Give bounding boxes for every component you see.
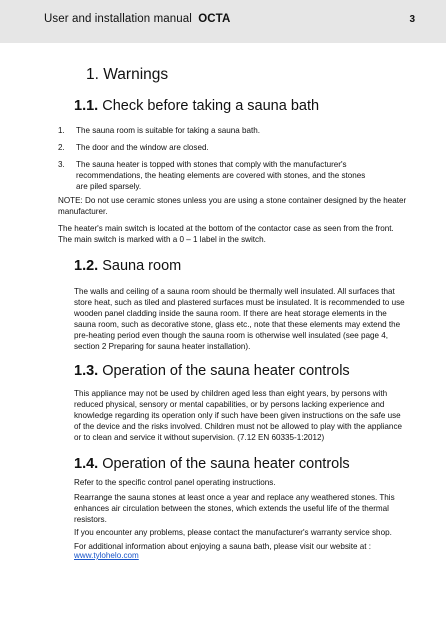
note-line: manufacturer.	[58, 207, 108, 216]
paragraph-line: This appliance may not be used by children aged less than eight years, by persons with	[74, 389, 388, 398]
paragraph-line: enhances air circulation between the stones, which extends the useful life of the thermal	[74, 504, 389, 513]
page-number: 3	[409, 14, 415, 25]
heading-text: Operation of the sauna heater controls	[102, 456, 350, 472]
heading-number: 1.2.	[74, 258, 99, 274]
paragraph-line: Rearrange the sauna stones at least once a year and replace any weathered stones. This	[74, 493, 395, 502]
paragraph-line: wooden panel cladding inside the sauna room. If there are heat storage elements in the	[74, 309, 387, 318]
heading-text: Check before taking a sauna bath	[102, 98, 320, 114]
note-line: NOTE: Do not use ceramic stones unless you are using a stone container designed by the heater	[58, 196, 407, 205]
manual-title: User and installation manual	[44, 13, 192, 25]
list-item-text: recommendations, the heating elements are covered with stones, and the stones	[76, 171, 366, 180]
section-title-warnings: 1. Warnings	[86, 66, 169, 83]
website-link[interactable]: www.tylohelo.com	[74, 551, 139, 560]
list-item-text: The sauna room is suitable for taking a sauna bath.	[76, 126, 261, 135]
heading-text: Operation of the sauna heater controls	[102, 363, 350, 379]
paragraph-line: store heat, such as tiled and plastered surfaces must be insulated. It is recommended to use	[74, 298, 405, 307]
brand-name: OCTA	[198, 13, 231, 25]
main-switch-line: The heater's main switch is located at the bottom of the contactor case as seen from the front.	[58, 224, 394, 233]
heading-text: Sauna room	[102, 258, 182, 274]
list-item-number: 3.	[58, 160, 65, 169]
list-item-text: The sauna heater is topped with stones that comply with the manufacturer's	[76, 160, 347, 169]
paragraph-line: For additional information about enjoying a sauna bath, please visit our website at :	[74, 542, 371, 551]
page-header	[0, 0, 446, 43]
paragraph-line: reduced physical, sensory or mental capabilities, or by persons lacking experience and	[74, 400, 385, 409]
list-item-number: 2.	[58, 143, 65, 152]
heading-number: 1.3.	[74, 363, 99, 379]
paragraph-line: resistors.	[74, 515, 107, 524]
paragraph-line: The walls and ceiling of a sauna room should be thermally well insulated. All surfaces that	[74, 287, 395, 296]
heading-1-4	[74, 456, 350, 472]
paragraph-line: of the device and the risks involved. Children must not be allowed to play with the appliance	[74, 422, 402, 431]
paragraph-line: If you encounter any problems, please contact the manufacturer's warranty service shop.	[74, 528, 392, 537]
heading-1-1	[74, 98, 319, 114]
heading-number: 1.4.	[74, 456, 99, 472]
list-item-text: are piled sparsely.	[76, 182, 142, 191]
paragraph-line: pre-heating period even though the sauna room is otherwise well insulated (see page 4,	[74, 331, 389, 340]
heading-number: 1.1.	[74, 98, 99, 114]
header-title	[44, 13, 230, 25]
paragraph-line: knowledge regarding its operation only if such have been given instructions on the safe use	[74, 411, 401, 420]
paragraph-line: sauna room, such as decorative stone, glass etc., note that these elements may extend the	[74, 320, 401, 329]
paragraph-line: section 2 Preparing for sauna heater installation).	[74, 342, 251, 351]
list-item-number: 1.	[58, 126, 65, 135]
paragraph-line: Refer to the specific control panel operating instructions.	[74, 478, 276, 487]
paragraph-line: or to clean and service it without supervision. (7.12 EN 60335-1:2012)	[74, 433, 325, 442]
heading-1-2	[74, 258, 181, 274]
main-switch-line: The main switch is marked with a 0 – 1 label in the switch.	[58, 235, 266, 244]
list-item-text: The door and the window are closed.	[76, 143, 209, 152]
heading-1-3	[74, 363, 350, 379]
